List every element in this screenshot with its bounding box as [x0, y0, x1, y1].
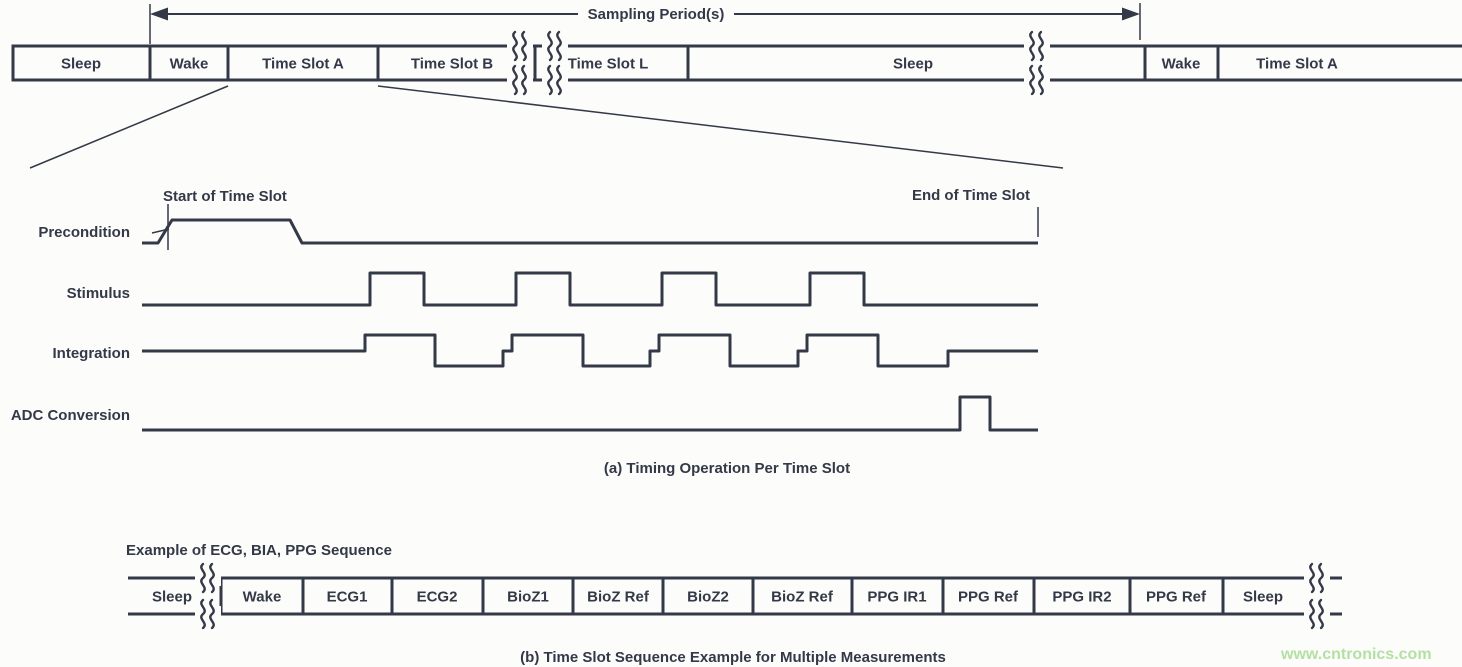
expansion-line [30, 86, 228, 168]
break-squiggle [513, 66, 516, 94]
timeline-cell-label: BioZ Ref [587, 588, 649, 606]
break-gap [507, 72, 533, 88]
timeline-cell-label: ECG1 [326, 588, 368, 606]
break-squiggle [522, 32, 525, 60]
waveform-adc-conversion [142, 397, 1038, 430]
break-squiggle [201, 600, 204, 628]
break-gap [1304, 606, 1330, 622]
break-squiggle [557, 66, 560, 94]
break-gap [195, 606, 221, 622]
timeline-cell-label: Wake [169, 55, 209, 73]
timeline-cell-label: BioZ1 [507, 588, 549, 606]
break-gap [195, 570, 221, 586]
waveform-stimulus [142, 273, 1038, 305]
timeline-cell-label: Wake [242, 588, 282, 606]
diagram-lines [10, 3, 1462, 628]
break-squiggle [1319, 600, 1322, 628]
break-gap [1024, 72, 1050, 88]
arrowhead-right [1122, 8, 1140, 21]
break-gap [1024, 38, 1050, 54]
timeline-cell-label: ECG2 [416, 588, 458, 606]
timeline-cell-label: PPG IR2 [1052, 588, 1112, 606]
break-squiggle [557, 32, 560, 60]
timeline-cell-label: BioZ2 [687, 588, 729, 606]
break-squiggle [1310, 600, 1313, 628]
start-of-time-slot-label: Start of Time Slot [163, 188, 287, 205]
caption-a: (a) Timing Operation Per Time Slot [603, 460, 851, 477]
break-gap [542, 38, 568, 54]
break-squiggle [1319, 564, 1322, 592]
watermark-text: www.cntronics.com [1281, 646, 1432, 663]
waveform-integration [142, 335, 1038, 366]
break-squiggle [1310, 564, 1313, 592]
break-squiggle [201, 564, 204, 592]
timeline-cell-label: Sleep [1242, 588, 1284, 606]
caption-b: (b) Time Slot Sequence Example for Multiple Measurements [520, 649, 946, 666]
break-squiggle [210, 564, 213, 592]
waveform-precondition [142, 220, 1038, 243]
break-squiggle [1030, 32, 1033, 60]
timeline-cell-label: Time Slot B [410, 55, 494, 73]
break-gap [507, 38, 533, 54]
timeline-cell-label: Time Slot A [1256, 55, 1338, 73]
break-squiggle [548, 32, 551, 60]
timeline-cell-label: BioZ Ref [771, 588, 833, 606]
break-gap [1304, 570, 1330, 586]
timeline-cell-label: Time Slot A [262, 55, 344, 73]
timeline-cell-label: PPG Ref [957, 588, 1019, 606]
timeline-cell-label: Sleep [60, 55, 102, 73]
arrowhead-left [150, 8, 168, 21]
break-squiggle [1030, 66, 1033, 94]
break-squiggle [522, 66, 525, 94]
end-of-time-slot-label: End of Time Slot [911, 187, 1030, 204]
sampling-period-label: Sampling Period(s) [587, 6, 725, 23]
break-gap [542, 72, 568, 88]
timeline-cell-label: Wake [1161, 55, 1201, 73]
break-squiggle [513, 32, 516, 60]
row-label-adc-conversion: ADC Conversion [10, 407, 130, 424]
row-label-integration: Integration [52, 345, 130, 362]
break-squiggle [1039, 66, 1042, 94]
break-squiggle [210, 600, 213, 628]
timeline-cell-label: Time Slot L [567, 55, 649, 73]
sequence-example-title: Example of ECG, BIA, PPG Sequence [126, 542, 392, 559]
break-squiggle [1039, 32, 1042, 60]
timeline-cell-label: Sleep [892, 55, 934, 73]
expansion-line [378, 86, 1063, 168]
timeline-cell-label: Sleep [151, 588, 193, 606]
timeline-cell-label: PPG Ref [1145, 588, 1207, 606]
row-label-precondition: Precondition [38, 224, 130, 241]
timeline-cell-label: PPG IR1 [867, 588, 927, 606]
row-label-stimulus: Stimulus [66, 285, 130, 302]
break-squiggle [548, 66, 551, 94]
